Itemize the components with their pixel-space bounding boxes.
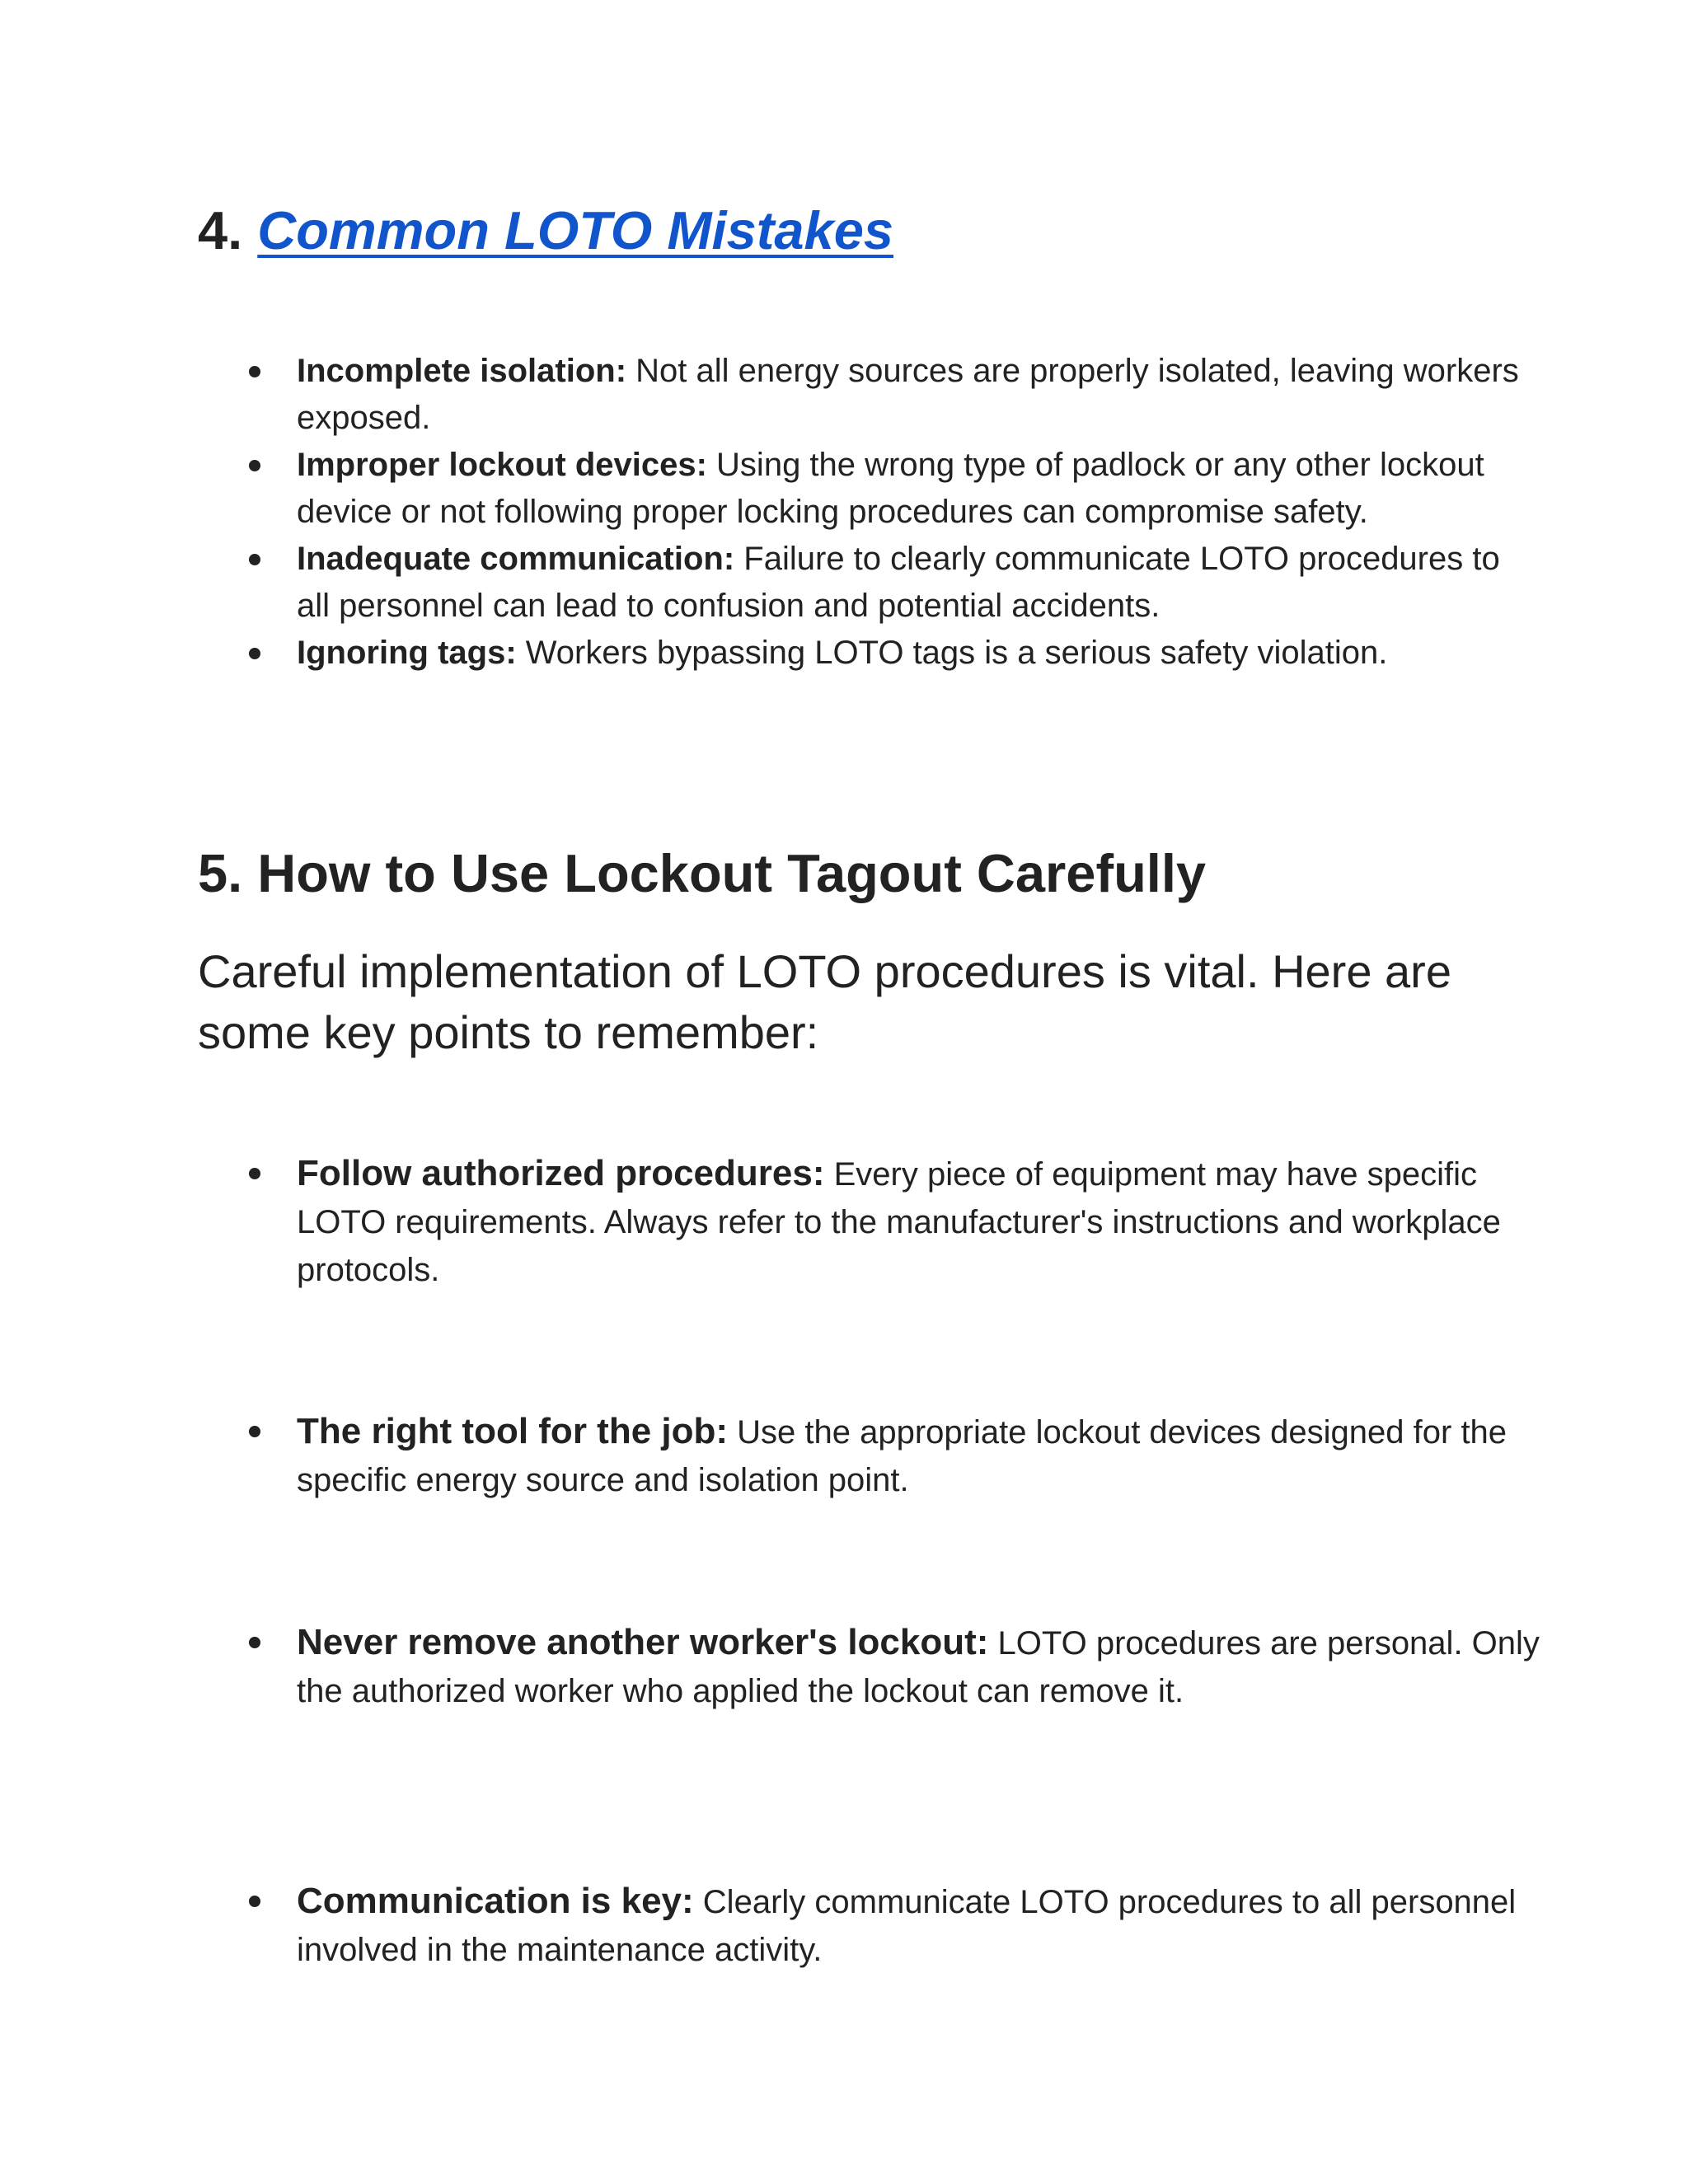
bullet-icon [249, 460, 260, 471]
item-text: LOTO procedures are personal. Only the authorized worker who applied the lockout can remove it. [297, 1625, 1540, 1709]
loto-key-points-list [198, 1408, 1517, 1504]
item-term: Ignoring tags: [297, 635, 517, 671]
item-text: Using the wrong type of padlock or any other lockout device or not following proper locking procedures can compromise safety. [297, 447, 1484, 530]
list-item [198, 1408, 1533, 1504]
item-term: Follow authorized procedures: [297, 1153, 825, 1193]
section-5-heading: 5. How to Use Lockout Tagout Carefully [198, 843, 1207, 903]
section-5-intro: Careful implementation of LOTO procedures is vital. Here are some key points to remember: [198, 945, 1451, 1058]
bullet-icon [249, 1637, 260, 1648]
list-item [198, 442, 1533, 536]
list-item [198, 536, 1533, 630]
list-item [198, 1877, 1582, 1974]
item-term: Never remove another worker's lockout: [297, 1622, 989, 1662]
list-item [198, 1619, 1582, 1715]
section-4-number: 4. [198, 200, 243, 260]
bullet-icon [249, 1426, 260, 1437]
item-term: Incomplete isolation: [297, 353, 627, 389]
item-term: Improper lockout devices: [297, 447, 707, 483]
item-text: Not all energy sources are properly isolated, leaving workers exposed. [297, 353, 1519, 436]
loto-mistakes-list [198, 348, 1517, 677]
item-text: Use the appropriate lockout devices designed for the specific energy source and isolation point. [297, 1414, 1507, 1498]
item-term: Inadequate communication: [297, 541, 735, 577]
section-4-heading [198, 198, 893, 264]
item-term: Communication is key: [297, 1881, 694, 1921]
bullet-icon [249, 648, 260, 659]
item-text: Workers bypassing LOTO tags is a serious safety violation. [525, 635, 1388, 671]
bullet-icon [249, 366, 260, 377]
bullet-icon [249, 1168, 260, 1179]
item-text: Failure to clearly communicate LOTO procedures to all personnel can lead to confusion and potential accidents. [297, 541, 1500, 624]
item-term: The right tool for the job: [297, 1411, 729, 1451]
list-item [198, 1150, 1558, 1294]
common-loto-mistakes-link[interactable]: Common LOTO Mistakes [257, 200, 893, 260]
loto-key-points-list [198, 1619, 1540, 1715]
bullet-icon [249, 554, 260, 565]
list-item [198, 630, 1615, 677]
list-item [198, 348, 1533, 442]
loto-key-points-list [198, 1150, 1517, 1294]
loto-key-points-list [198, 1877, 1517, 1974]
bullet-icon [249, 1896, 260, 1907]
item-text: Every piece of equipment may have specific LOTO requirements. Always refer to the manufacturer's instructions and workplace protocols. [297, 1156, 1501, 1288]
item-text: Clearly communicate LOTO procedures to all personnel involved in the maintenance activity. [297, 1884, 1517, 1968]
